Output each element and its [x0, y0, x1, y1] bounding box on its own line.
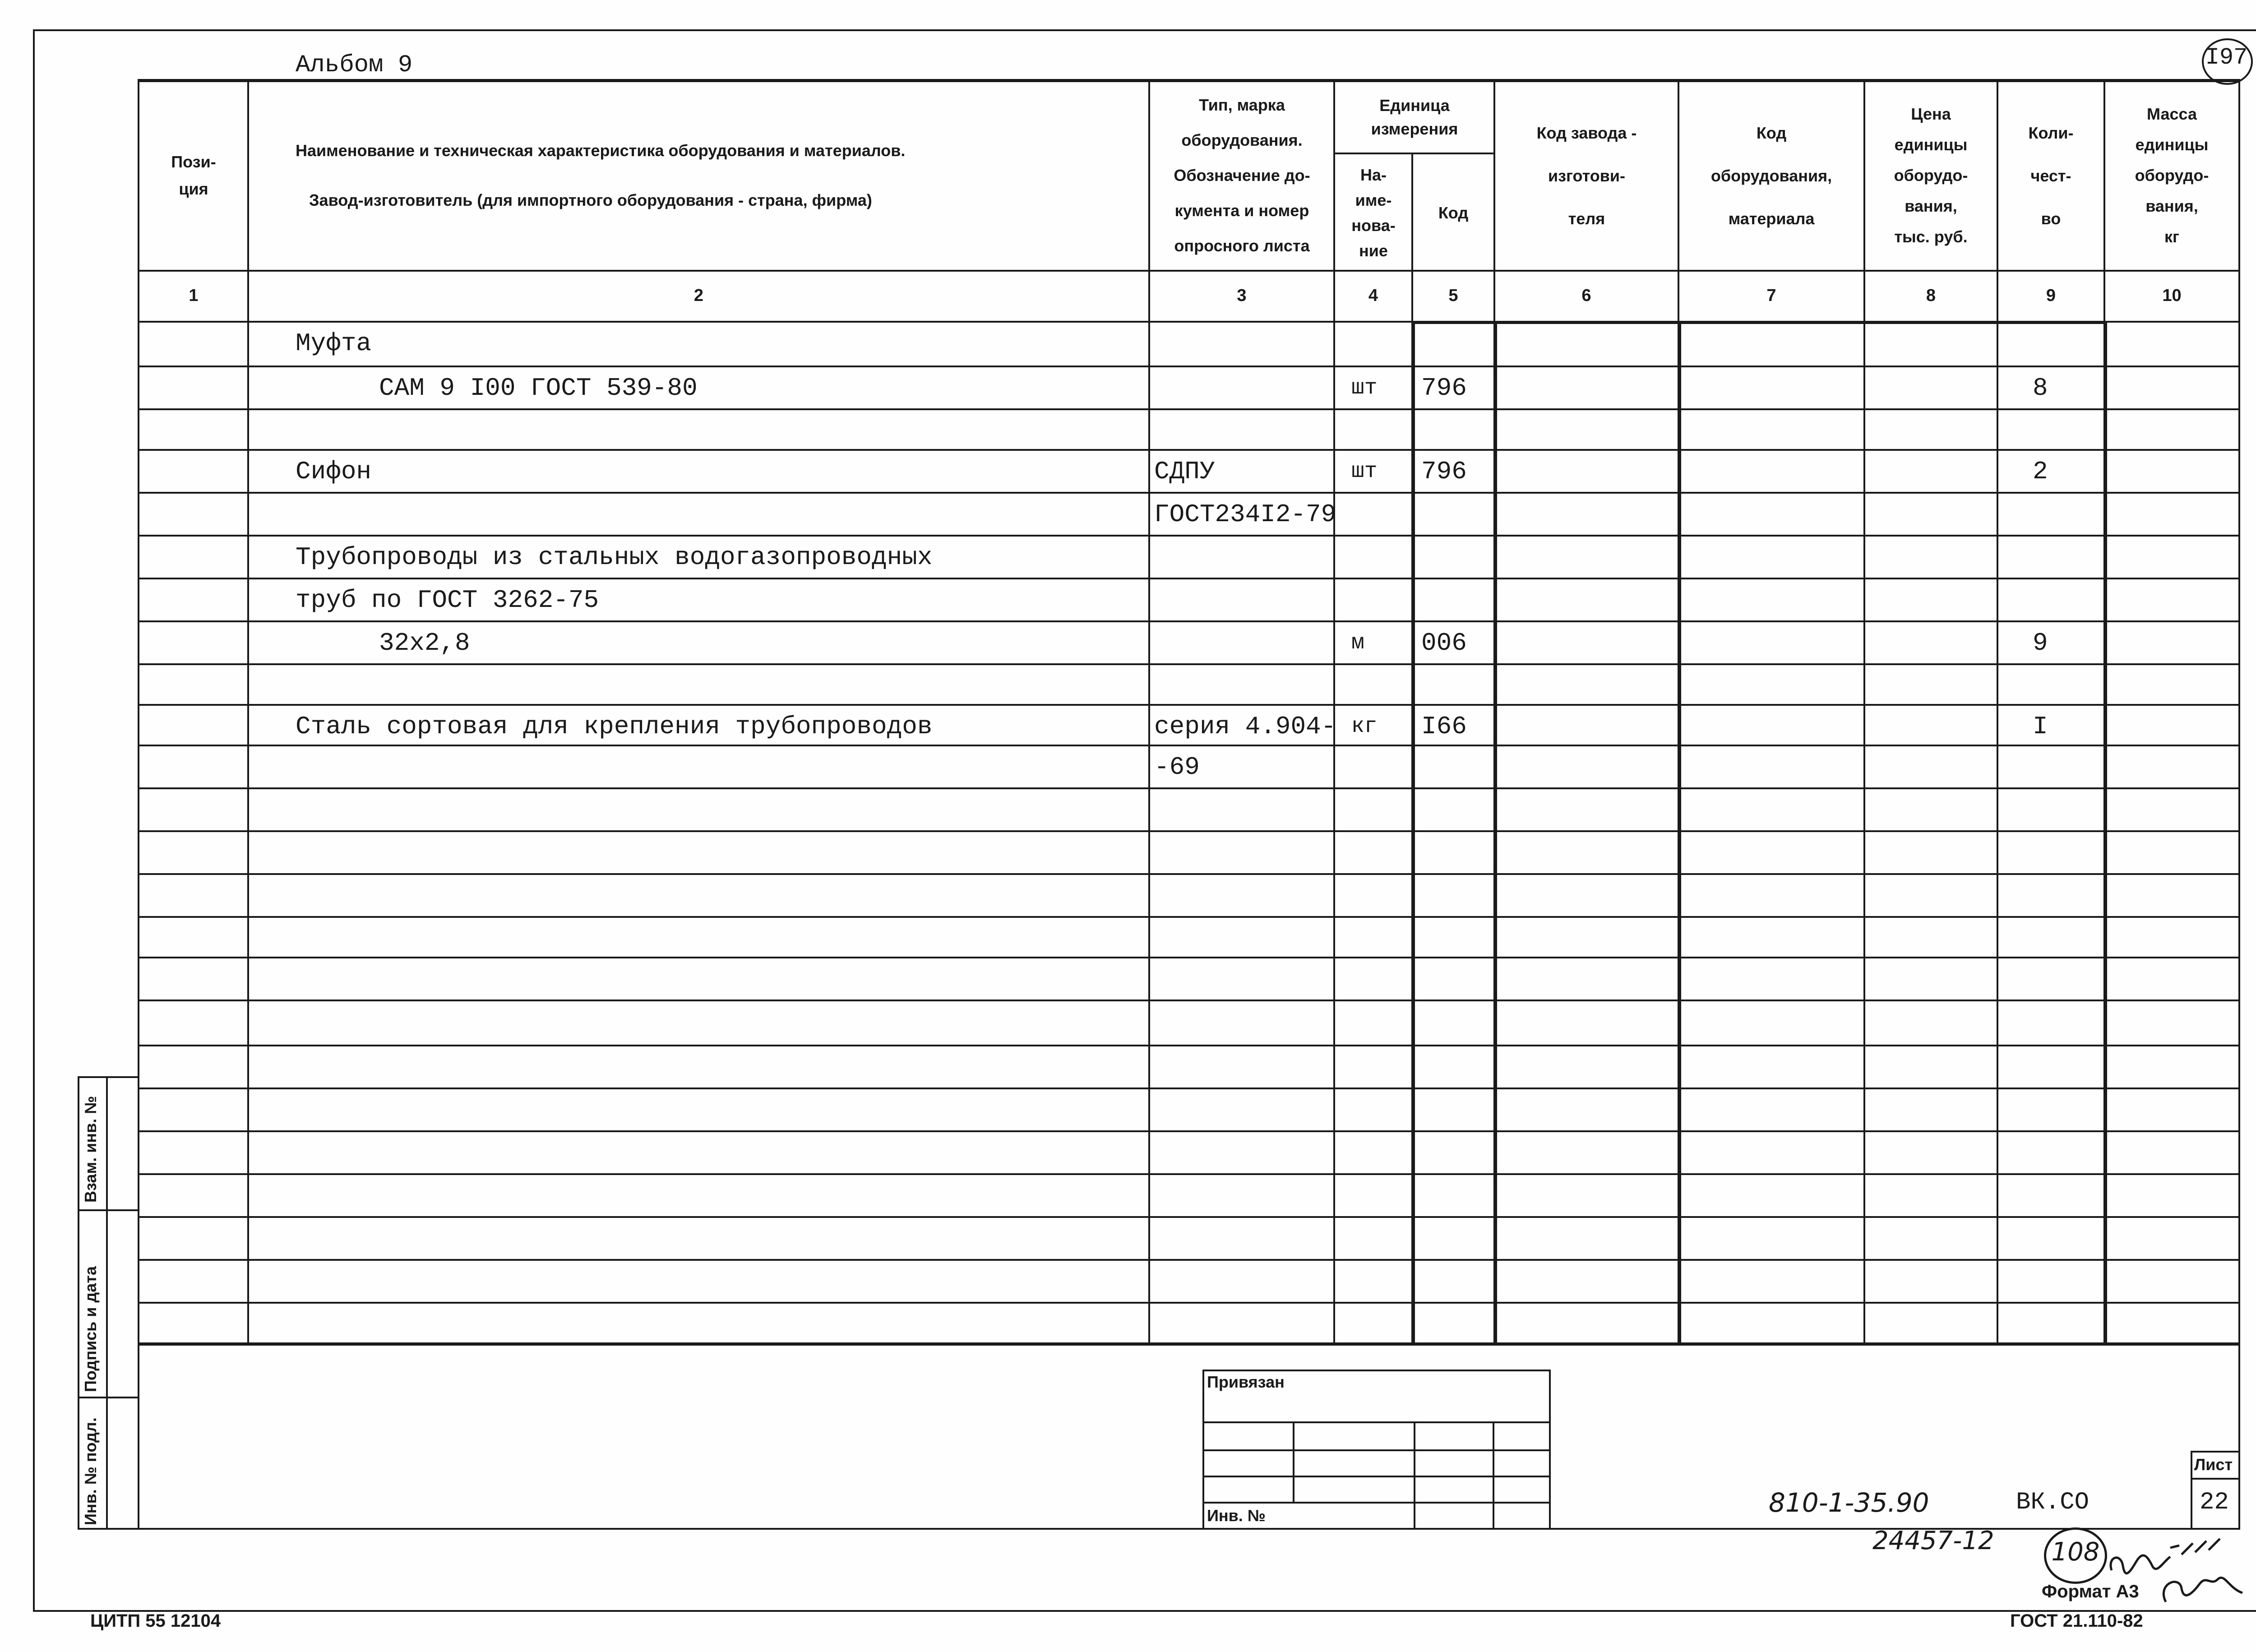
colnum-3: 3: [1237, 286, 1247, 305]
cell-type: ГОСТ234I2-79: [1154, 500, 1336, 529]
cell-qty: 9: [2033, 629, 2048, 657]
cell-name: Муфта: [296, 329, 372, 358]
cell-name: труб по ГОСТ 3262-75: [296, 586, 599, 615]
stamp-vline2: [1414, 1421, 1415, 1530]
row-line: [138, 830, 2240, 832]
cell-name: Сифон: [296, 457, 372, 486]
stamp-line2: [1202, 1449, 1551, 1451]
sheet-left: [2191, 1451, 2192, 1530]
header-type: Тип, марка оборудования. Обозначение до- кумента и номер опросного листа: [1174, 96, 1310, 255]
outer-frame-top: [33, 29, 2256, 31]
cell-qty: 8: [2033, 374, 2048, 403]
row-line: [138, 1000, 2240, 1001]
side-strip-div1: [78, 1209, 139, 1211]
gost-label: ГОСТ 21.110-82: [2010, 1611, 2143, 1631]
side-label-podpis: Подпись и дата: [81, 1266, 100, 1392]
side-strip-div2: [78, 1397, 139, 1398]
side-label-vzam: Взам. инв. №: [81, 1096, 100, 1203]
stamp-vline1: [1293, 1421, 1294, 1503]
colnum-4: 4: [1368, 286, 1378, 305]
row-line: [138, 1216, 2240, 1218]
page-number: I97: [2205, 44, 2248, 71]
stamp-privyazan: Привязан: [1207, 1373, 1285, 1391]
cell-type: -69: [1154, 753, 1200, 782]
row-line: [138, 1259, 2240, 1261]
stamp-top: [1202, 1370, 1551, 1371]
row-line: [138, 745, 2240, 746]
body-thick-top: [1411, 321, 2107, 324]
colnum-5: 5: [1448, 286, 1458, 305]
table-bottom-line: [138, 1342, 2240, 1346]
header-unit-code: Код: [1438, 203, 1469, 222]
row-line: [138, 1173, 2240, 1175]
colnum-9: 9: [2046, 286, 2056, 305]
doc-code: 810-1-35.90: [1769, 1487, 1929, 1518]
stamp-inv-no: Инв. №: [1207, 1506, 1266, 1525]
cell-unit: шт: [1351, 376, 1378, 400]
stamp-line1: [1202, 1421, 1551, 1423]
header-position: Пози- ция: [171, 153, 216, 198]
colnum-8: 8: [1926, 286, 1936, 305]
section-code: ВК.СО: [2016, 1489, 2090, 1516]
colnum-1: 1: [189, 286, 199, 305]
row-line: [138, 1130, 2240, 1132]
row-line: [138, 787, 2240, 789]
colnum-10: 10: [2162, 286, 2182, 305]
row-line: [138, 1045, 2240, 1046]
header-bottom-line: [138, 270, 2240, 272]
cell-unit: шт: [1351, 459, 1378, 484]
row-line: [138, 873, 2240, 875]
circle-number: 108: [2051, 1537, 2100, 1567]
row-line: [138, 704, 2240, 706]
outer-frame-bottom: [33, 1610, 2256, 1612]
cell-qty: I: [2033, 712, 2048, 741]
col-line-1: [247, 79, 249, 1345]
row-line: [138, 366, 2240, 367]
row-line: [138, 916, 2240, 918]
header-mass: Масса единицы оборудо- вания, кг: [2135, 105, 2209, 246]
col-line-4-body: [1411, 323, 1415, 1345]
header-unit-name: На- име- нова- ние: [1351, 165, 1396, 260]
colnum-6: 6: [1581, 286, 1591, 305]
col-line-5-body: [1493, 323, 1497, 1345]
stamp-vline3: [1493, 1421, 1494, 1530]
side-strip-top: [78, 1076, 139, 1078]
album-label: Альбом 9: [296, 51, 413, 79]
col-line-9-body: [2103, 323, 2107, 1345]
row-line: [138, 1302, 2240, 1304]
header-quantity: Коли- чест- во: [2028, 123, 2074, 228]
header-price: Цена единицы оборудо- вания, тыс. руб.: [1894, 105, 1968, 246]
row-line: [138, 578, 2240, 579]
col-line-6-body: [1678, 323, 1681, 1345]
row-line: [138, 620, 2240, 622]
cell-type: серия 4.904-: [1154, 712, 1336, 741]
row-line: [138, 408, 2240, 410]
outer-frame-left: [33, 29, 35, 1612]
header-name: Наименование и техническая характеристика оборудования и материалов. Завод-изготовитель (для импортного оборудования - страна, фирма): [296, 141, 906, 209]
colnum-2: 2: [693, 286, 704, 305]
cell-code: I66: [1421, 712, 1467, 741]
cell-unit: м: [1351, 631, 1364, 655]
sheet-top: [2191, 1451, 2240, 1453]
col-line-0: [138, 79, 139, 1530]
cell-name: САМ 9 I00 ГОСТ 539-80: [379, 374, 698, 403]
cell-name: 32x2,8: [379, 629, 470, 657]
header-unit-group: Единица измерения: [1371, 96, 1458, 138]
row-line: [138, 492, 2240, 494]
side-strip-left: [78, 1076, 79, 1530]
row-line: [138, 449, 2240, 451]
registration-number: 24457-12: [1872, 1526, 1994, 1555]
row-line: [138, 535, 2240, 537]
cell-code: 796: [1421, 374, 1467, 403]
sheet-mid: [2191, 1478, 2240, 1480]
cell-code: 006: [1421, 629, 1467, 657]
header-factory-code: Код завода - изготови- теля: [1536, 123, 1637, 228]
cell-name: Трубопроводы из стальных водогазопроводных: [296, 543, 933, 572]
cell-qty: 2: [2033, 457, 2048, 486]
header-equipment-code: Код оборудования, материала: [1710, 123, 1832, 228]
sheet-number: 22: [2200, 1489, 2229, 1516]
cell-name: Сталь сортовая для крепления трубопроводов: [296, 712, 933, 741]
cell-code: 796: [1421, 457, 1467, 486]
row-line: [138, 1087, 2240, 1089]
stamp-line4: [1202, 1502, 1551, 1504]
cell-type: СДПУ: [1154, 457, 1215, 486]
sheet-label: Лист: [2194, 1455, 2233, 1474]
row-line: [138, 957, 2240, 958]
format-label: Формат А3: [2042, 1582, 2139, 1601]
side-strip-inner: [106, 1076, 108, 1530]
col-line-10: [2238, 79, 2240, 1530]
row-line: [138, 663, 2240, 665]
colnum-7: 7: [1766, 286, 1776, 305]
stamp-line3: [1202, 1476, 1551, 1477]
side-label-inv: Инв. № подл.: [81, 1417, 100, 1525]
col-line-2: [1148, 79, 1150, 1345]
cell-unit: кг: [1351, 714, 1378, 739]
unit-group-line: [1333, 153, 1493, 154]
printer-label: ЦИТП 55 12104: [90, 1611, 221, 1631]
